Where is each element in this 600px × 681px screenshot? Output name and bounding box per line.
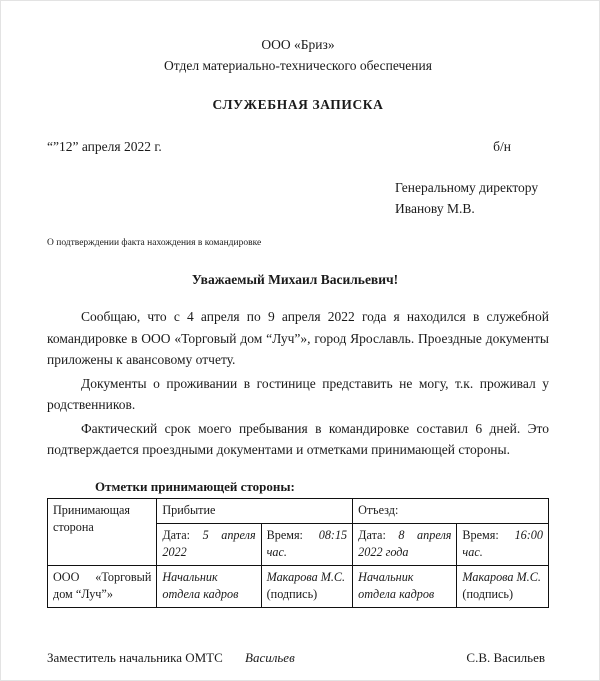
host-party-marks-table (47, 498, 549, 608)
cell-arrival-header: Прибытие (157, 498, 353, 523)
departure-date-value: 8 апреля 2022 года (358, 527, 452, 559)
departure-signer-name: Макарова М.С. (462, 569, 541, 584)
cell-departure-date (353, 523, 457, 565)
body-paragraph: Сообщаю, что с 4 апреля по 9 апреля 2022 года я находился в служебной командировке в ООО «Торговый дом “Луч”», город Ярославль. Проездные документы приложены к авансовому отчету. (47, 309, 549, 367)
cell-arrival-time (261, 523, 353, 565)
arrival-date-value: 5 апреля 2022 (162, 527, 256, 559)
body-paragraph: Фактический срок моего пребывания в командировке составил 6 дней. Это подтверждается проездными документами и отметками принимающей стороны. (47, 420, 549, 457)
cell-departure-signer (457, 565, 549, 607)
signatory-post: Заместитель начальника ОМТС (47, 649, 223, 665)
cell-organization: ООО «Торговый дом “Луч”» (48, 565, 157, 607)
departure-time-label: Время: (462, 527, 499, 542)
document-body (47, 306, 549, 461)
document-subject: О подтверждении факта нахождения в командировке (47, 238, 262, 248)
organization-department: Отдел материально-технического обеспечения (164, 58, 432, 73)
cell-arrival-post: Начальник отдела кадров (157, 565, 261, 607)
document-reference-number: б/н (493, 139, 511, 154)
document-title: СЛУЖЕБНАЯ ЗАПИСКА (212, 97, 384, 112)
body-paragraph: Документы о проживании в гостинице представить не могу, т.к. проживал у родственников. (47, 375, 549, 412)
table-caption: Отметки принимающей стороны: (95, 478, 295, 494)
departure-time-unit: час. (462, 544, 483, 559)
addressee-post: Генеральному директору (395, 180, 539, 195)
table-row (48, 498, 549, 523)
handwritten-signature: Васильев (245, 649, 295, 665)
addressee-block (395, 177, 549, 219)
departure-date-label: Дата: (358, 527, 386, 542)
cell-departure-post: Начальник отдела кадров (353, 565, 457, 607)
document-date: “”12” апреля 2022 г. (47, 139, 162, 154)
organization-name: ООО «Бриз» (261, 37, 335, 52)
departure-signer-note: (подпись) (462, 586, 514, 601)
arrival-time-value: 08:15 (318, 527, 348, 542)
arrival-time-label: Время: (266, 527, 303, 542)
cell-departure-time (457, 523, 549, 565)
cell-party-header: Принимающая сторона (48, 498, 157, 565)
addressee-name: Иванову М.В. (395, 201, 475, 216)
arrival-date-label: Дата: (162, 527, 191, 542)
signature-block (47, 650, 549, 666)
cell-departure-header: Отъезд: (353, 498, 549, 523)
date-reference-row (47, 139, 549, 155)
departure-time-value: 16:00 (514, 527, 543, 542)
organization-header (47, 35, 549, 77)
arrival-signer-name: Макарова М.С. (266, 569, 346, 584)
table-row (48, 565, 549, 607)
cell-arrival-date (157, 523, 261, 565)
cell-arrival-signer (261, 565, 353, 607)
signatory-name: С.В. Васильев (466, 649, 545, 665)
salutation: Уважаемый Михаил Васильевич! (191, 272, 399, 287)
arrival-time-unit: час. (266, 544, 287, 559)
arrival-signer-note: (подпись) (266, 586, 318, 601)
